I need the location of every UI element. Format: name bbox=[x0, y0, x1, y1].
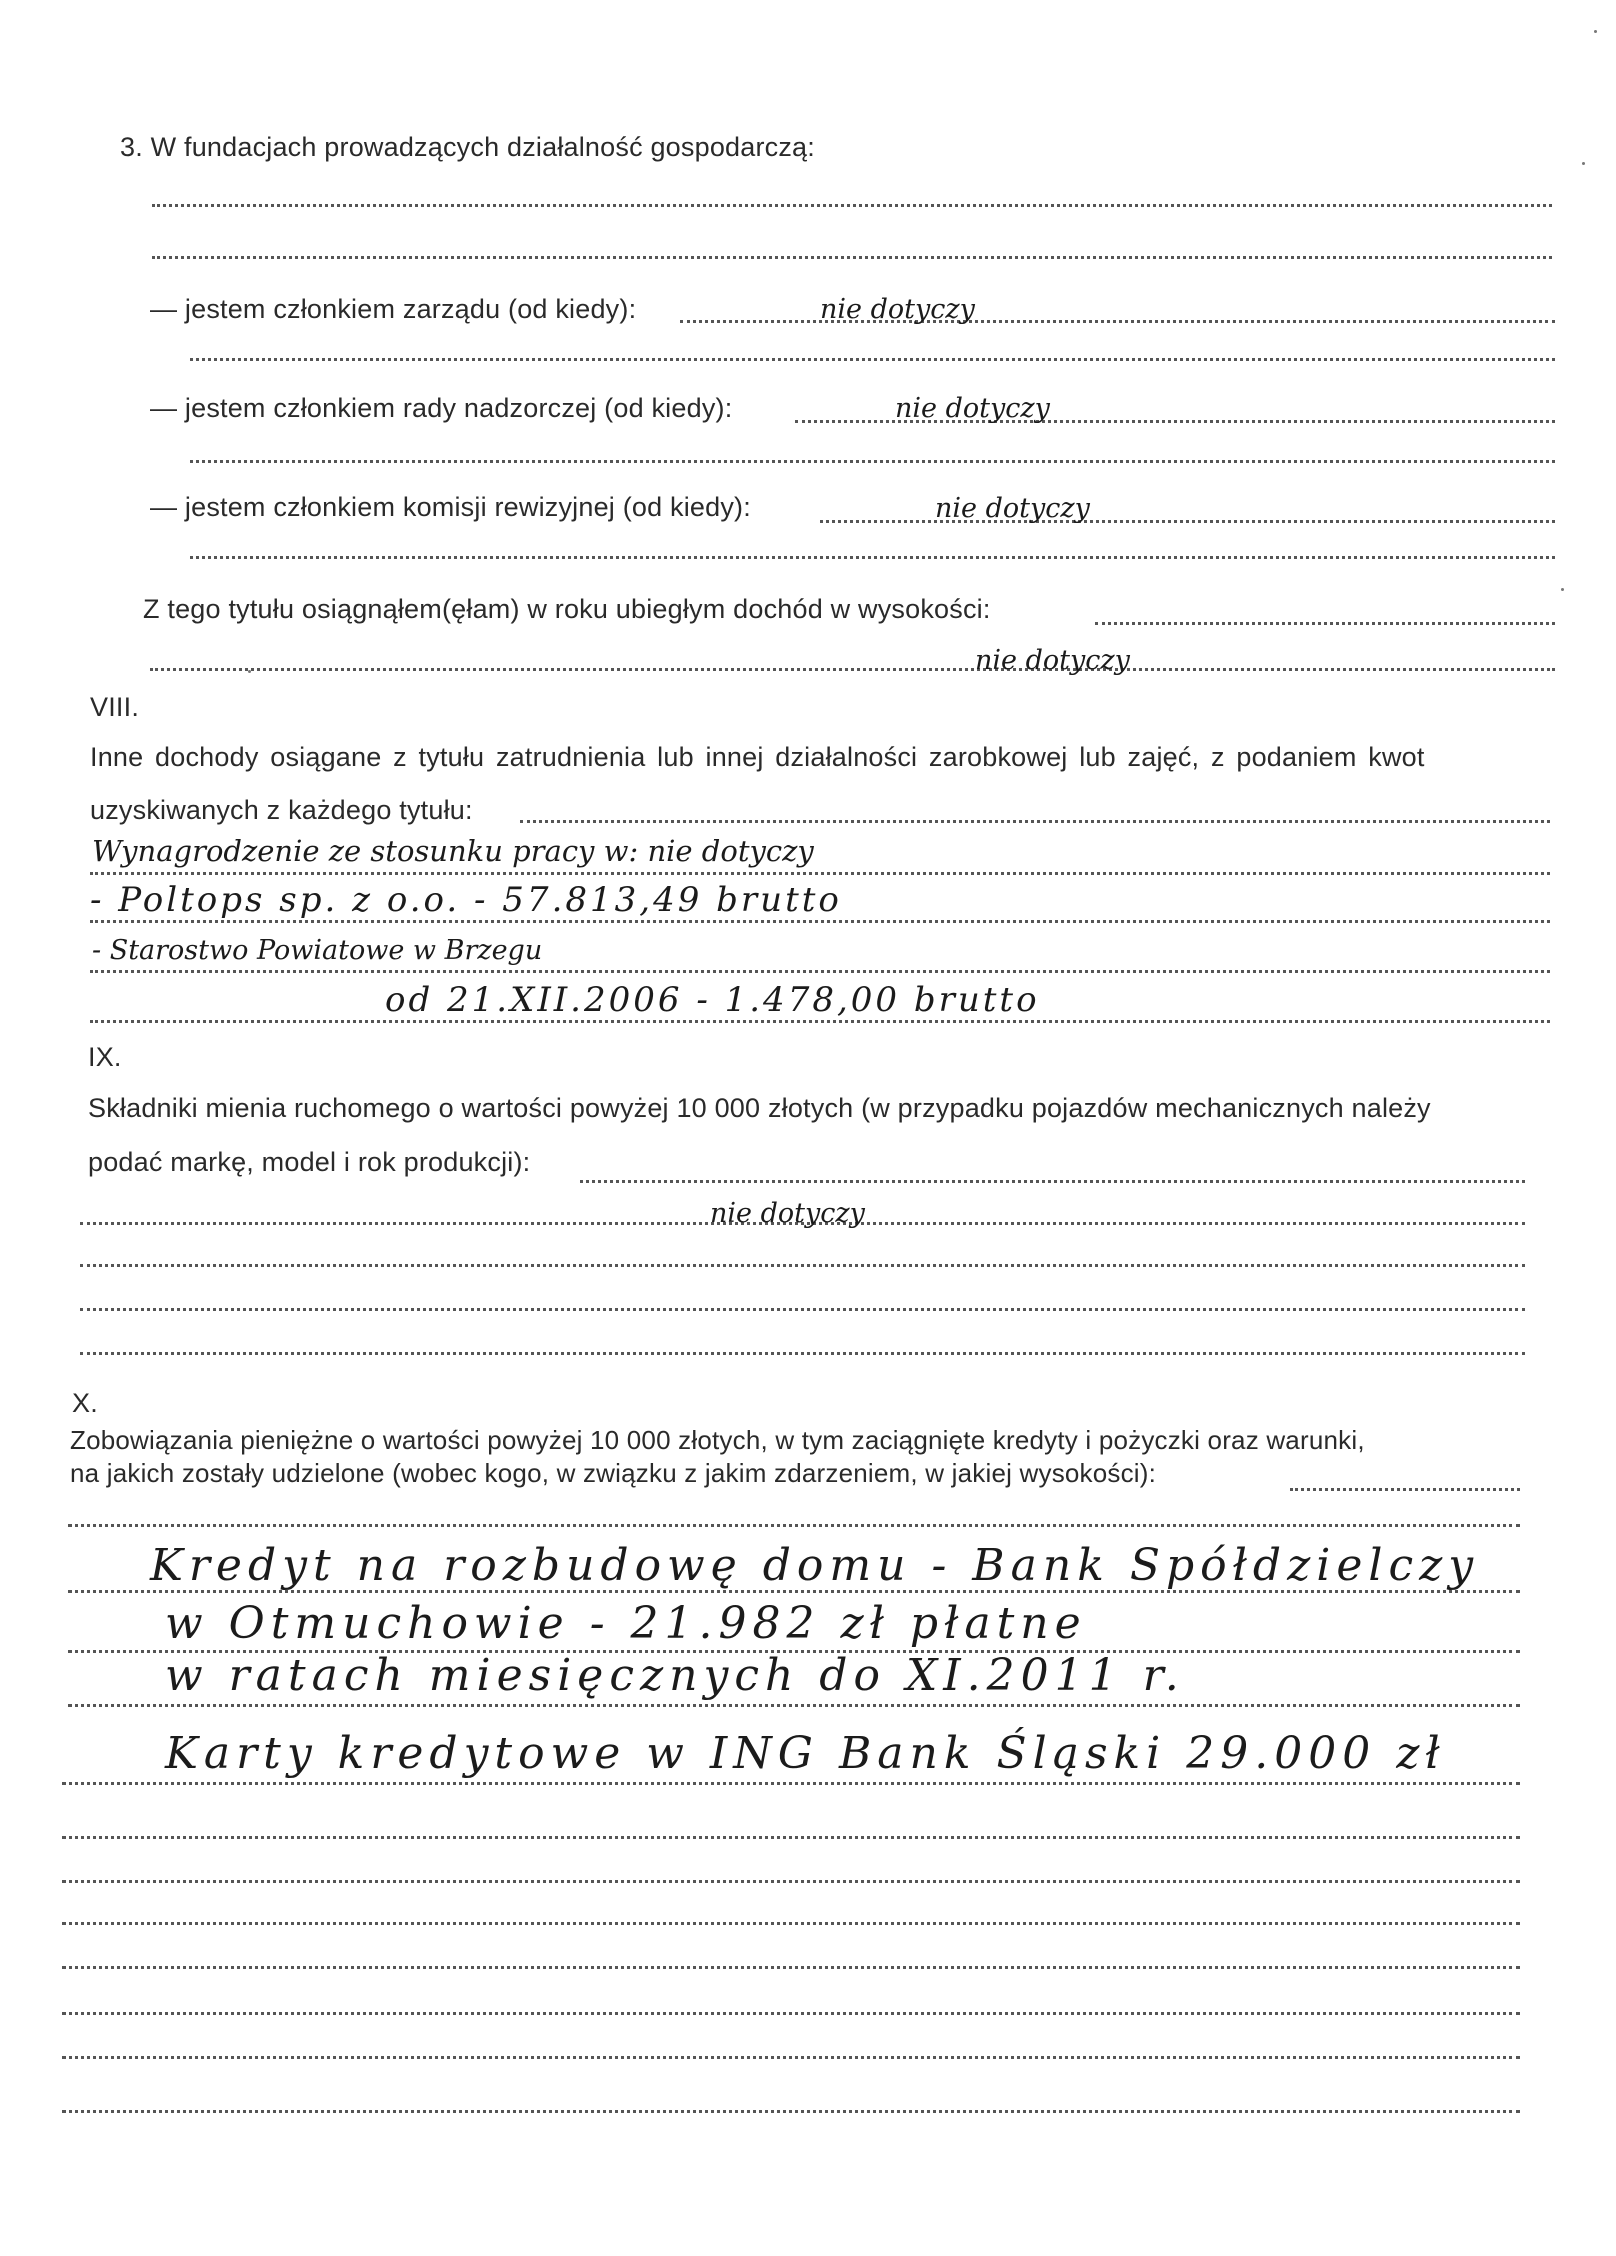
dotted-line bbox=[68, 1704, 1520, 1707]
dotted-line bbox=[152, 204, 1552, 207]
scan-speck bbox=[1594, 30, 1597, 33]
section-10-number: X. bbox=[72, 1388, 98, 1418]
section-10-handwritten-line2: w Otmuchowie - 21.982 zł płatne bbox=[165, 1598, 1087, 1649]
dotted-line bbox=[90, 1020, 1550, 1023]
dotted-line bbox=[68, 1590, 1520, 1593]
dotted-line bbox=[62, 1966, 1520, 1969]
scan-speck bbox=[1582, 162, 1585, 165]
dotted-line bbox=[68, 1524, 1520, 1527]
board-member-answer: nie dotyczy bbox=[820, 294, 975, 325]
income-answer: nie dotyczy bbox=[975, 645, 1130, 676]
section-9-text-line2: podać markę, model i rok produkcji): bbox=[88, 1147, 531, 1177]
dotted-line bbox=[1290, 1488, 1520, 1491]
dotted-line bbox=[152, 256, 1552, 259]
dotted-line bbox=[62, 1880, 1520, 1883]
dotted-line bbox=[62, 1836, 1520, 1839]
income-label: Z tego tytułu osiągnąłem(ęłam) w roku ubiegłym dochód w wysokości: bbox=[143, 594, 991, 624]
section-10-handwritten-line3: w ratach miesięcznych do XI.2011 r. bbox=[165, 1650, 1185, 1701]
audit-member-label: — jestem członkiem komisji rewizyjnej (od kiedy): bbox=[150, 492, 751, 522]
section-8-number: VIII. bbox=[90, 692, 140, 722]
dotted-line bbox=[90, 872, 1550, 875]
section-10-text-line1: Zobowiązania pieniężne o wartości powyżej 10 000 złotych, w tym zaciągnięte kredyty i pożyczki oraz warunki, bbox=[70, 1425, 1365, 1455]
section-9-number: IX. bbox=[88, 1042, 122, 1072]
dotted-line bbox=[190, 460, 1555, 463]
section-10-handwritten-line4: Karty kredytowe w ING Bank Śląski 29.000 zł bbox=[165, 1728, 1446, 1779]
section-8-handwritten-line3: - Starostwo Powiatowe w Brzegu bbox=[92, 935, 543, 966]
section-10-text-line2: na jakich zostały udzielone (wobec kogo, w związku z jakim zdarzeniem, w jakiej wysokości): bbox=[70, 1458, 1157, 1488]
dotted-line bbox=[90, 970, 1550, 973]
scan-speck bbox=[1561, 588, 1564, 591]
dotted-line bbox=[62, 2110, 1520, 2113]
dotted-line bbox=[680, 320, 1555, 323]
dotted-line bbox=[80, 1352, 1525, 1355]
section-8-handwritten-line4: od 21.XII.2006 - 1.478,00 brutto bbox=[385, 980, 1040, 1020]
audit-member-answer: nie dotyczy bbox=[935, 493, 1090, 524]
section-8-text-line1: Inne dochody osiągane z tytułu zatrudnienia lub innej działalności zarobkowej lub zajęć, z podaniem kwot bbox=[90, 742, 1425, 772]
dotted-line bbox=[80, 1264, 1525, 1267]
dotted-line bbox=[520, 820, 1550, 823]
dotted-line bbox=[190, 358, 1555, 361]
dotted-line bbox=[62, 2056, 1520, 2059]
item3-heading: 3. W fundacjach prowadzących działalność gospodarczą: bbox=[120, 132, 815, 162]
section-9-text-line1: Składniki mienia ruchomego o wartości powyżej 10 000 złotych (w przypadku pojazdów mechanicznych należy bbox=[88, 1093, 1431, 1123]
board-member-label: — jestem członkiem zarządu (od kiedy): bbox=[150, 294, 637, 324]
dotted-line bbox=[80, 1308, 1525, 1311]
dotted-line bbox=[190, 556, 1555, 559]
dotted-line bbox=[90, 920, 1550, 923]
section-9-answer: nie dotyczy bbox=[710, 1198, 865, 1229]
dotted-line bbox=[62, 1922, 1520, 1925]
section-10-handwritten-line1: Kredyt na rozbudowę domu - Bank Spółdzielczy bbox=[150, 1540, 1480, 1591]
dotted-line bbox=[62, 1782, 1520, 1785]
dotted-line bbox=[150, 668, 1555, 671]
dotted-line bbox=[580, 1180, 1525, 1183]
dotted-line bbox=[62, 2012, 1520, 2015]
section-8-text-line2: uzyskiwanych z każdego tytułu: bbox=[90, 795, 473, 825]
section-8-handwritten-line2: - Poltops sp. z o.o. - 57.813,49 brutto bbox=[90, 880, 842, 920]
supervisory-member-label: — jestem członkiem rady nadzorczej (od kiedy): bbox=[150, 393, 733, 423]
dotted-line bbox=[820, 520, 1555, 523]
dotted-line bbox=[1095, 622, 1555, 625]
supervisory-member-answer: nie dotyczy bbox=[895, 393, 1050, 424]
section-8-handwritten-line1: Wynagrodzenie ze stosunku pracy w: nie dotyczy bbox=[92, 834, 814, 868]
